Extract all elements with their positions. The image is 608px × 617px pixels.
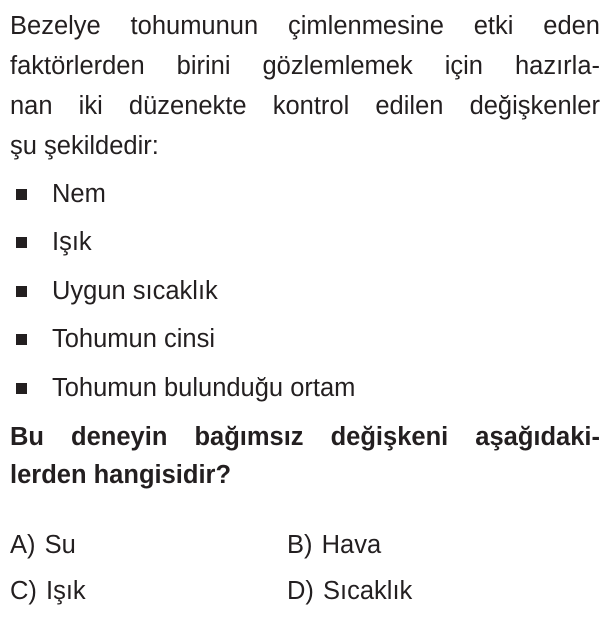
list-item-label: Işık	[52, 228, 92, 257]
list-item-label: Tohumun cinsi	[52, 325, 215, 354]
square-bullet-icon	[16, 286, 27, 297]
list-item	[10, 364, 355, 413]
option-letter: B)	[287, 531, 313, 559]
stem-line: şu şekildedir:	[10, 132, 159, 160]
option-text: Işık	[46, 577, 86, 605]
stem-line: faktörlerden birini gözlemlemek için hazırla-	[10, 52, 600, 80]
option-letter: C)	[10, 577, 37, 605]
controlled-variables-list	[10, 170, 355, 413]
option-b[interactable]	[287, 530, 381, 560]
list-item	[10, 219, 355, 268]
option-text: Hava	[321, 531, 382, 559]
question-line: lerden hangisidir?	[10, 461, 232, 489]
option-c[interactable]	[10, 576, 86, 606]
list-item-label: Tohumun bulunduğu ortam	[52, 373, 356, 402]
question-stem	[10, 6, 600, 166]
question-text	[10, 418, 600, 494]
question-line: Bu deneyin bağımsız değişkeni aşağıdaki-	[10, 423, 600, 451]
square-bullet-icon	[16, 383, 27, 394]
option-text: Sıcaklık	[323, 577, 413, 605]
option-a[interactable]	[10, 530, 76, 560]
stem-line: Bezelye tohumunun çimlenmesine etki eden	[10, 12, 600, 40]
list-item-label: Uygun sıcaklık	[52, 276, 218, 305]
option-d[interactable]	[287, 576, 412, 606]
square-bullet-icon	[16, 237, 27, 248]
list-item	[10, 316, 355, 365]
option-letter: A)	[10, 531, 36, 559]
list-item-label: Nem	[52, 179, 106, 208]
square-bullet-icon	[16, 189, 27, 200]
stem-line: nan iki düzenekte kontrol edilen değişkenler	[10, 92, 600, 120]
option-text: Su	[44, 531, 76, 559]
list-item	[10, 267, 355, 316]
option-letter: D)	[287, 577, 314, 605]
square-bullet-icon	[16, 334, 27, 345]
list-item	[10, 170, 355, 219]
